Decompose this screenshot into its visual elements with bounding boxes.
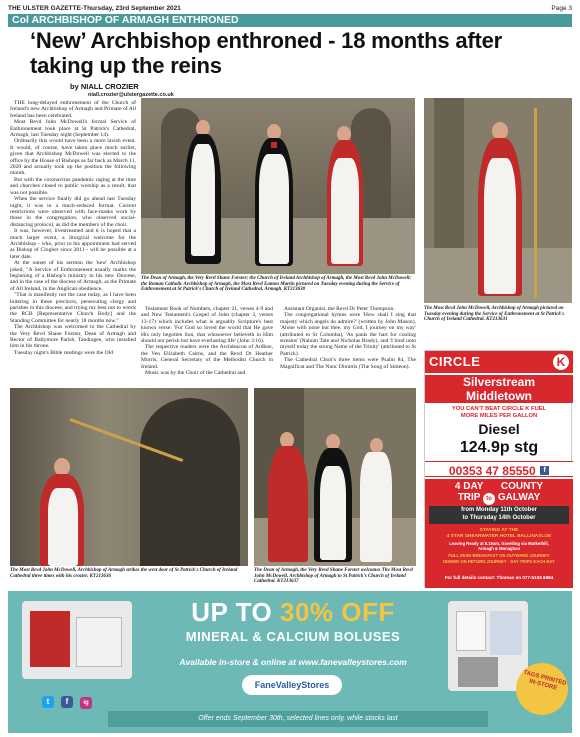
instagram-icon[interactable]: ig [80,697,92,709]
bolus-product-image [22,601,132,679]
paragraph: When the service finally did go ahead last Tuesday night, it was in a much-reduced format. Current restrictions were observed with face-masks worn by those in the congregation, who observed social-distancing protocol, as did the members of the choir. [10,196,136,228]
paragraph: The congregational hymns were 'How shall I sing that majesty which angels do admire?' (written by John Mason), 'Alone with none but thee, my God, I journey on my way' (attributed to St Columba), 'As pants the hart for cooling streams' (Nahum Tate and Nicholas Brady), and 'I bind unto myself today the strong Name of the Trinity' (attributed to St Patrick). [280,312,416,357]
masthead [8,4,572,14]
byline: by NIALL CROZIER [70,82,139,91]
paragraph: "That is manifestly not the case today, as I have been loitering in these precincts, persecuting clergy and parishes in this diocese, and trying my best not to wreck the RCB [Representative Church Body] and the Standing Committee for nearly 18 months now." [10,292,136,324]
paragraph: Music was by the Choir of the Cathedral and [145,370,246,377]
location-silverstream: Silverstream [425,375,573,389]
offer-subheadline: MINERAL & CALCIUM BOLUSES [185,629,401,644]
tags-printed-badge: TAGS PRINTED IN-STORE [510,657,572,721]
paragraph: It was, however, livestreamed and it is hoped that a much larger event, a liturgical welcome for the Archbishop - who, prior to his appointment had served as Bishop of Clogher since 2011 - will be possible at a later date. [10,228,136,260]
social-icons [42,691,95,709]
store-website[interactable]: Available in-store & online at www.fanevalleystores.com [179,657,407,667]
article-column-3 [280,306,416,384]
cosecure-product-image [448,601,528,691]
fuel-price: 124.9p stg [459,439,539,456]
fuel-type: Diesel [478,421,520,437]
circle-k-banner [425,351,573,373]
paragraph: Tuesday night's Bible readings were the Old [14,349,113,356]
section-bar: Col ARCHBISHOP OF ARMAGH ENTHRONED [8,14,572,27]
offer-terms: Offer ends September 30th, selected lines only, while stocks last [108,711,488,727]
fuel-tagline-2: MORE MILES PER GALLON [460,413,538,419]
circle-k-icon: K [553,354,569,370]
bottom-middle-caption: The Dean of Armagh, the Very Revd Shane Forster welcomes The Most Revd John McDowell, Archbishop of Armagh to St Patrick's Church of Ireland Cathedral. KT213637 [254,568,413,585]
fane-valley-logo: FaneValleyStores [242,675,342,695]
phone-number: 00353 47 85550 f [425,461,573,477]
article-column-2 [141,306,273,384]
twitter-icon[interactable]: t [42,696,54,708]
bottom-left-caption: The Most Revd John McDowell, Archbishop of Armagh strikes the west door of St Patrick's Church of Ireland Cathedral three times with his crozier. KT213636 [10,568,238,579]
fane-valley-advert [8,591,572,733]
right-photo-caption: The Most Revd John McDowell, Archbishop of Armagh pictured on Tuesday evening during the Service of Enthronement at St Patrick's Church of Ireland Cathedral. KT213631 [424,306,565,323]
circle-k-logo: CIRCLE [429,354,481,369]
bottom-middle-photo [254,388,416,566]
facebook-icon: f [540,466,549,475]
circle-k-advert [424,350,572,587]
right-photo [424,98,572,303]
location-middletown: Middletown [425,389,573,403]
paragraph: THE long-delayed enthronement of the Church of Ireland's new Archbishop of Armagh and Primate of All Ireland has been celebrated. [10,100,136,119]
bottom-left-photo [10,388,248,566]
main-photo [141,98,415,274]
article-column-1 [10,100,136,380]
page-number: Page 3 [551,5,572,12]
paragraph: The respective readers were the Archdeacon of Ardboe, the Ven Elizabeth Cairns, and the Revd Dr Heather Morris, General Secretary of the Methodist Church in Ireland. [141,344,273,370]
paragraph: Testament Book of Numbers, chapter 21, verses 4-9 and and New Testament's Gospel of John (chapter 3, verses 13-17) which includes what is arguably Scripture's best known verse: 'For God so loved the world that He gave His only begotten Son, that whosoever believeth in Him should not perish but have everlasting life' (John 3:16). [141,306,273,345]
paragraph: Most Revd John McDowell's formal Service of Enthronement took place at St Patrick's Cathedral, Armagh, last Tuesday night (September 14). [10,119,136,139]
facebook-icon[interactable]: f [61,696,73,708]
paragraph: But with the coronavirus pandemic raging at the time and churches closed to public worship as a result, that was not possible. [10,176,136,196]
fuel-tagline-1: YOU CAN'T BEAT CIRCLE K FUEL [451,406,547,412]
headline: ‘New’ Archbishop enthroned - 18 months after taking up the reins [30,28,502,78]
paragraph: Assistant Organist, the Revd Dr Peter Thompson. [284,306,395,312]
galway-trip-panel: 4 DAY COUNTY TRIP to GALWAY from Monday 11th October to Thursday 14th October STAYING AT THE 4 STAR SHEARWATER HOTEL BALLINASLOE Leaving Ready at 8.15am, travelling via Markethill, Armagh & Monaghan FULL IRISH BREAKFAST ON OUTWARD JOURNEY DINNER ON RETURN JOURNEY · DAY TRIPS EACH DAY For full details contact: Thomas on 077-5109 6984 [425,479,573,588]
newspaper-date: THE ULSTER GAZETTE-Thursday, 23rd September 2021 [8,5,181,12]
offer-headline: UP TO 30% OFF [191,597,395,627]
main-photo-caption: The Dean of Armagh, the Very Revd Shane Forster; the Church of Ireland Archbishop of Armagh, the Most Revd John McDowell; the Roman Catholic Archbishop of Armagh, the Most Revd Eamon Martin pictured on Tuesday evening during the Service of Enthronement at St Patrick's Church of Ireland Cathedral, Armagh. KT213630 [141,276,412,293]
paragraph: The Cathedral Choir's three items were Psalm 84, The Magnificat and The Nunc Dimittis (The Song of Simeon). [280,357,416,370]
paragraph: Ordinarily this would have been a more lavish event. It would, of course, have taken place much earlier, given that Archbishop McDowell was elected to the office by the House of Bishops as far back as March 11, 2020 and actually took up the position the following month. [10,138,136,177]
paragraph: The Archbishop was welcomed to the Cathedral by the Very Revd Shane Forster, Dean of Armagh and Rector of Ballymore Parish, Tandragee, who installed him in his throne. [10,324,136,350]
byline-email[interactable]: niall.crozier@ulstergazette.co.uk [88,92,174,98]
paragraph: At the outset of his sermon the 'new' Archbishop joked, "A Service of Enthronement usually marks the beginning of a Bishop's ministry in his new Diocese, and in the case of the diocese of Armagh, as the Primate of All Ireland, in the Anglican obedience. [10,260,136,292]
